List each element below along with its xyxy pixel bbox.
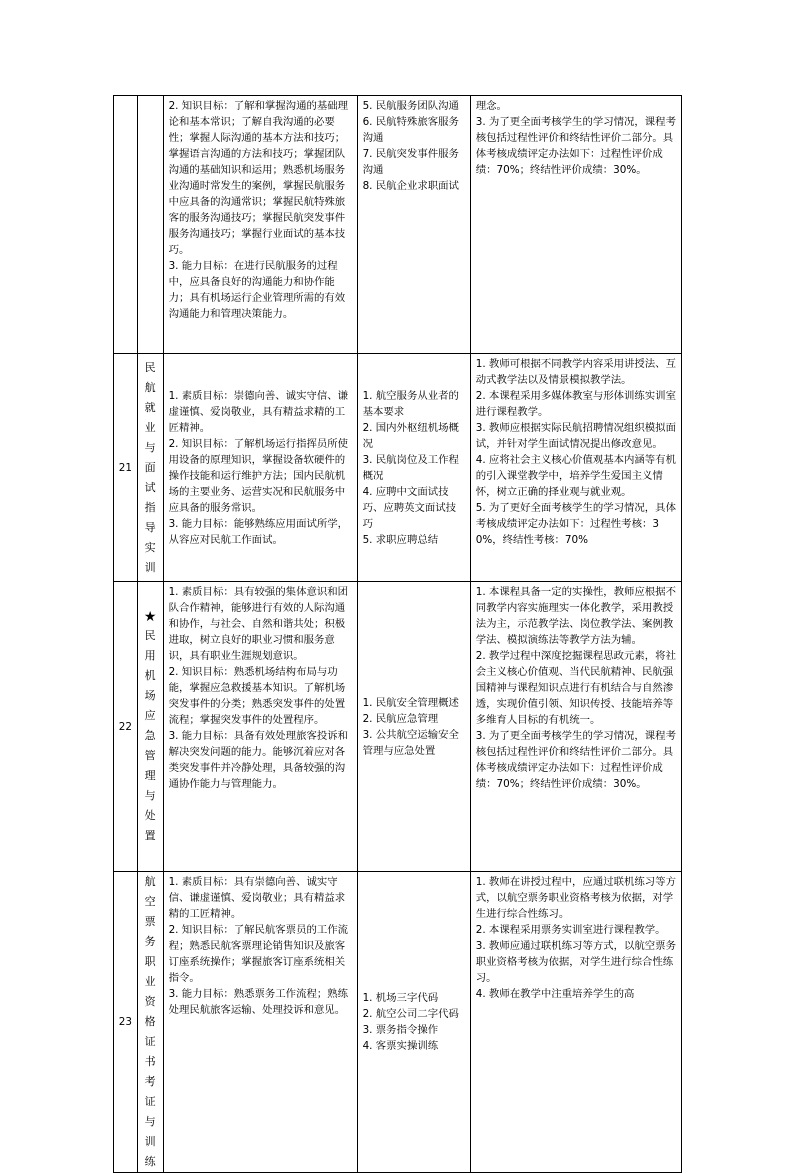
requirement-item: 5. 为了更好全面考核学生的学习情况，具体考核成绩评定办法如下：过程性考核：30%，终结性考核：70% xyxy=(475,502,676,546)
course-table xyxy=(113,95,682,1173)
course-name-cell: ★ 民用机场应急管理与处置 xyxy=(137,582,163,872)
content-item: 1. 民航安全管理概述 xyxy=(362,696,459,709)
requirement-item: 3. 为了更全面考核学生的学习情况，课程考核包括过程性评价和终结性评价二部分。具体考核成绩评定办法如下：过程性评价成绩：70%；终结性评价成绩：30%。 xyxy=(475,730,676,790)
requirement-item: 3. 为了更全面考核学生的学习情况，课程考核包括过程性评价和终结性评价二部分。具体考核成绩评定办法如下：过程性评价成绩：70%；终结性评价成绩：30%。 xyxy=(475,116,676,176)
goal-item: 3. 能力目标：在进行民航服务的过程中，应具备良好的沟通能力和协作能力；具有机场运行企业管理所需的有效沟通能力和管理决策能力。 xyxy=(168,260,346,320)
row-number: 22 xyxy=(114,582,138,872)
course-goals-cell xyxy=(163,354,357,582)
course-goals-cell xyxy=(163,96,357,354)
requirement-item: 1. 教师在讲授过程中，应通过联机练习等方式，以航空票务职业资格考核为依据，对学生进行综合性练习。 xyxy=(475,876,676,920)
table-row xyxy=(114,582,682,872)
content-item: 2. 民航应急管理 xyxy=(362,712,439,725)
course-content-cell xyxy=(357,582,470,872)
row-number: 21 xyxy=(114,354,138,582)
requirement-item: 2. 本课程采用多媒体教室与形体训练实训室进行课程教学。 xyxy=(475,390,676,418)
content-item: 5. 求职应聘总结 xyxy=(362,533,439,546)
goal-item: 1. 素质目标：具有较强的集体意识和团队合作精神，能够进行有效的人际沟通和协作，与社会、自然和谐共处；积极进取，树立良好的职业习惯和服务意识，具有职业生涯规划意识。 xyxy=(168,586,349,662)
teaching-requirements-cell xyxy=(470,354,681,582)
course-content-cell xyxy=(357,872,470,1173)
content-item: 7. 民航突发事件服务沟通 xyxy=(362,148,459,176)
teaching-requirements-cell xyxy=(470,872,681,1173)
content-item: 5. 民航服务团队沟通 xyxy=(362,100,459,112)
content-item: 1. 航空服务从业者的基本要求 xyxy=(362,389,459,418)
goal-item: 2. 知识目标：熟悉机场结构布局与功能，掌握应急救援基本知识。了解机场突发事件的分类；熟悉突发事件的处置流程；掌握突发事件的处置程序。 xyxy=(168,666,346,726)
requirement-item: 2. 本课程采用票务实训室进行课程教学。 xyxy=(475,924,666,936)
requirement-item: 理念。 xyxy=(475,100,507,112)
table-row xyxy=(114,354,682,582)
requirement-item: 3. 教师应通过联机练习等方式，以航空票务职业资格考核为依据，对学生进行综合性练习。 xyxy=(475,940,676,984)
table-row xyxy=(114,96,682,354)
content-item: 6. 民航特殊旅客服务沟通 xyxy=(362,116,459,144)
course-name-cell: 民航就业与面试指导实训 xyxy=(137,354,163,582)
content-item: 3. 民航岗位及工作程概况 xyxy=(362,453,459,482)
goal-item: 1. 素质目标：崇德向善、诚实守信、谦虚谨慎、爱岗敬业，具有精益求精的工匠精神。 xyxy=(168,389,349,434)
course-content-cell xyxy=(357,354,470,582)
star-icon: ★ xyxy=(143,608,157,625)
content-item: 2. 国内外枢纽机场概况 xyxy=(362,421,459,450)
content-item: 1. 机场三字代码 xyxy=(362,992,439,1004)
content-item: 2. 航空公司二字代码 xyxy=(362,1008,459,1020)
course-name-cell: 航空票务职业资格证书考证与训练 xyxy=(137,872,163,1173)
table-row xyxy=(114,872,682,1173)
goal-item: 3. 能力目标：熟悉票务工作流程；熟练处理民航旅客运输、处理投诉和意见。 xyxy=(168,988,349,1016)
content-item: 4. 客票实操训练 xyxy=(362,1040,439,1052)
row-number xyxy=(114,96,138,354)
row-number: 23 xyxy=(114,872,138,1173)
requirement-item: 1. 教师可根据不同教学内容采用讲授法、互动式教学法以及情景模拟教学法。 xyxy=(475,358,676,386)
course-goals-cell xyxy=(163,872,357,1173)
goal-item: 2. 知识目标：了解和掌握沟通的基础理论和基本常识；了解自我沟通的必要性；掌握人际沟通的基本方法和技巧；掌握语言沟通的方法和技巧；掌握团队沟通的基础知识和运用；熟悉机场服务业沟通时常发生的案例，掌握民航服务中应具备的沟通常识；掌握民航特殊旅客的服务沟通技巧；掌握民航突发事件服务沟通技巧；掌握行业面试的基本技巧。 xyxy=(168,100,349,256)
course-content-cell xyxy=(357,96,470,354)
goal-item: 2. 知识目标：了解民航客票员的工作流程；熟悉民航客票理论销售知识及旅客订座系统操作；掌握旅客订座系统相关指令。 xyxy=(168,924,349,984)
content-item: 3. 公共航空运输安全管理与应急处置 xyxy=(362,728,459,757)
requirement-item: 2. 教学过程中深度挖掘课程思政元素，将社会主义核心价值观、当代民航精神、民航强国精神与课程知识点进行有机结合与自然渗透，实现价值引领、知识传授、技能培养等多维育人目标的有机统一。 xyxy=(475,650,676,726)
course-name-cell xyxy=(137,96,163,354)
requirement-item: 3. 教师应根据实际民航招聘情况组织模拟面试，并针对学生面试情况提出修改意见。 xyxy=(475,422,676,450)
goal-item: 3. 能力目标：具备有效处理旅客投诉和解决突发问题的能力。能够沉着应对各类突发事件并冷静处理，具备较强的沟通协作能力与管理能力。 xyxy=(168,730,349,790)
content-item: 8. 民航企业求职面试 xyxy=(362,180,459,192)
requirement-item: 1. 本课程具备一定的实操性，教师应根据不同教学内容实施理实一体化教学，采用教授法为主，示范教学法、岗位教学法、案例教学法、模拟演练法等教学方法为辅。 xyxy=(475,586,676,646)
content-item: 4. 应聘中文面试技巧、应聘英文面试技巧 xyxy=(362,485,457,530)
requirement-item: 4. 应将社会主义核心价值观基本内涵等有机的引入课堂教学中，培养学生爱国主义情怀，树立正确的择业观与就业观。 xyxy=(475,454,676,498)
requirement-item: 4. 教师在教学中注重培养学生的高 xyxy=(475,988,635,1000)
content-item: 3. 票务指令操作 xyxy=(362,1024,439,1036)
course-goals-cell xyxy=(163,582,357,872)
teaching-requirements-cell xyxy=(470,582,681,872)
goal-item: 2. 知识目标：了解机场运行指挥员所使用设备的原理知识，掌握设备软硬件的操作技能和运行维护方法；国内民航机场的主要业务、运营实况和民航服务中应具备的服务常识。 xyxy=(168,437,349,514)
goal-item: 3. 能力目标：能够熟练应用面试所学，从容应对民航工作面试。 xyxy=(168,517,349,546)
goal-item: 1. 素质目标：具有崇德向善、诚实守信、谦虚谨慎、爱岗敬业；具有精益求精的工匠精神。 xyxy=(168,876,346,920)
teaching-requirements-cell xyxy=(470,96,681,354)
